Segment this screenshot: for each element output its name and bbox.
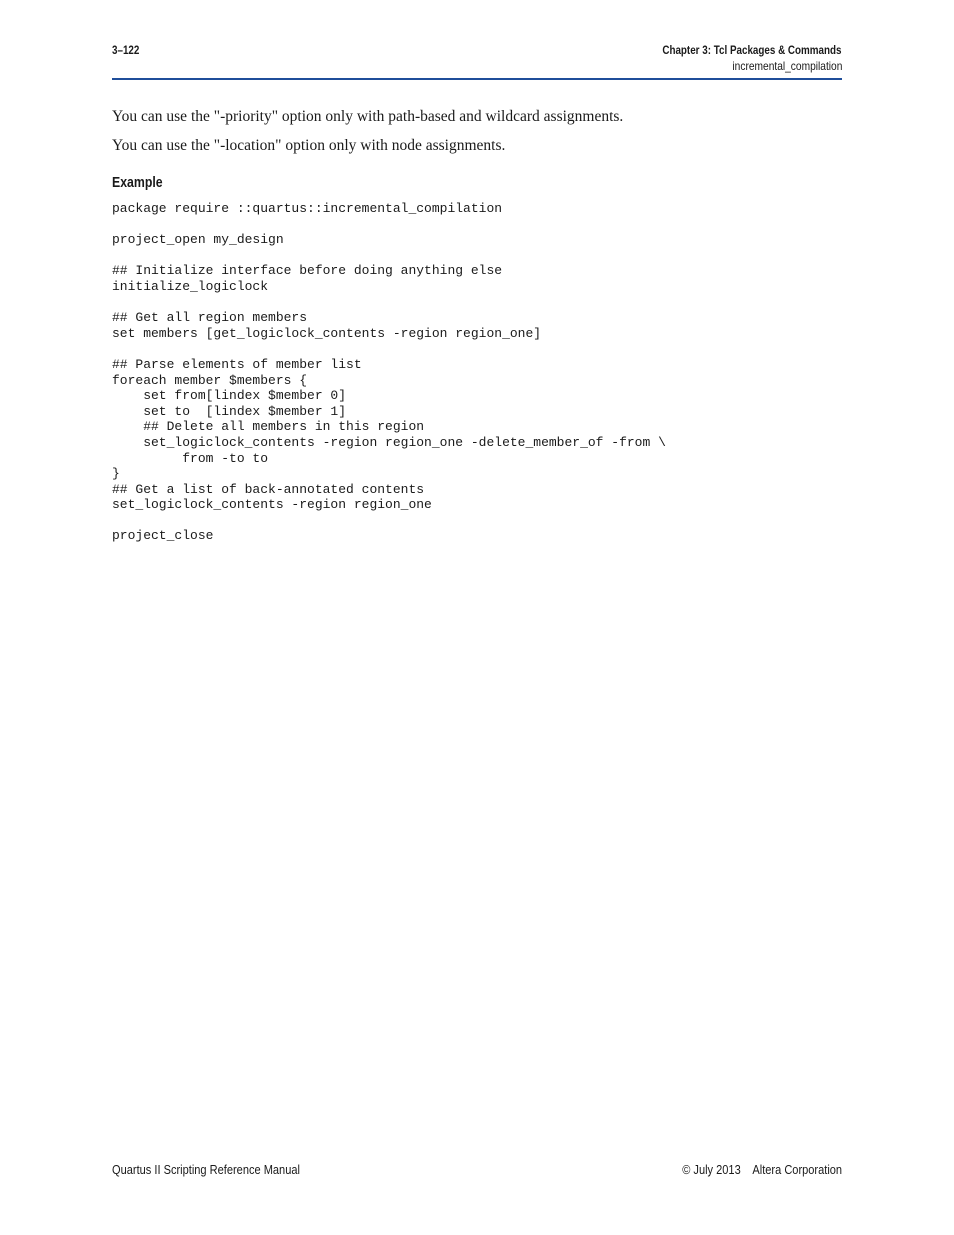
footer-copyright: © July 2013 Altera Corporation	[682, 1162, 842, 1177]
example-heading: Example	[112, 174, 163, 191]
paragraph-location-option: You can use the "-location" option only with node assignments.	[112, 137, 506, 154]
chapter-title: Chapter 3: Tcl Packages & Commands	[662, 43, 842, 57]
code-example: package require ::quartus::incremental_compilation project_open my_design ## Initialize interface before doing anything else initialize_logiclock ## Get all region members set members [get_logiclock_contents -region region_one] ## Parse elements of member list foreach member $members { set from[lindex $member 0] set to [lindex $member 1] ## Delete all members in this region set_logiclock_contents -region region_one -delete_member_of -from \ from -to to } ## Get a list of back-annotated contents set_logiclock_contents -region region_one project_close	[112, 201, 666, 544]
page-header	[112, 40, 842, 80]
section-name: incremental_compilation	[732, 59, 842, 73]
footer-manual-title: Quartus II Scripting Reference Manual	[112, 1162, 300, 1177]
page-number: 3–122	[112, 43, 140, 57]
paragraph-priority-option: You can use the "-priority" option only with path-based and wildcard assignments.	[112, 108, 624, 125]
